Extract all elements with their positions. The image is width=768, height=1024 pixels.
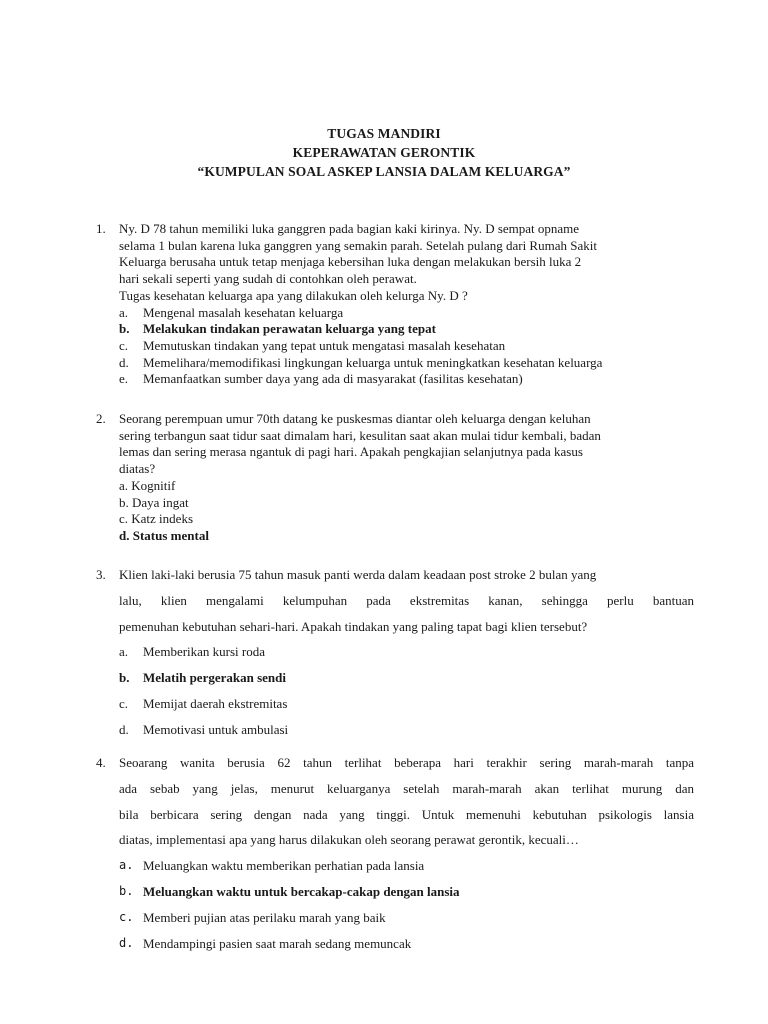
option-text: Melatih pergerakan sendi <box>143 670 286 686</box>
option-letter: a. <box>119 858 134 873</box>
question-number: 1. <box>96 221 106 236</box>
question-stem <box>119 562 694 639</box>
stem-line: Klien laki-laki berusia 75 tahun masuk panti werda dalam keadaan post stroke 2 bulan yang <box>119 567 597 582</box>
stem-line: hari sekali seperti yang sudah di contohkan oleh perawat. <box>119 271 417 287</box>
option-text: Memijat daerah ekstremitas <box>143 695 288 711</box>
document-title <box>0 124 768 181</box>
heading-quote-line: “KUMPULAN SOAL ASKEP LANSIA DALAM KELUARGA” <box>197 164 571 179</box>
option-letter: a. <box>119 644 129 660</box>
option-c <box>119 338 694 355</box>
stem-line: diatas? <box>119 461 156 477</box>
stem-line: lalu, klien mengalami kelumpuhan pada ekstremitas kanan, sehingga perlu bantuan <box>119 592 694 608</box>
option-d <box>119 931 694 957</box>
option-text: Memberikan kursi roda <box>143 644 266 660</box>
stem-line: Seoarang wanita berusia 62 tahun terlihat beberapa hari terakhir sering marah-marah tanpa <box>119 755 694 770</box>
option-letter: d. <box>119 721 129 737</box>
option-text: Memanfaatkan sumber daya yang ada di masyarakat (fasilitas kesehatan) <box>143 371 523 387</box>
option-b-answer <box>119 321 694 338</box>
option-text: Memotivasi untuk ambulasi <box>143 721 289 737</box>
stem-line: bila berbicara sering dengan nada yang tinggi. Untuk memenuhi kebutuhan psikologis lansia <box>119 806 694 822</box>
stem-line: Keluarga berusaha untuk tetap menjaga kebersihan luka dengan melakukan bersih luka 2 <box>119 254 582 270</box>
option-text: Memutuskan tindakan yang tepat untuk mengatasi masalah kesehatan <box>143 337 506 353</box>
option-c <box>119 691 694 717</box>
option-letter: c. <box>119 695 129 711</box>
subtitle-line: KEPERAWATAN GERONTIK <box>292 145 476 160</box>
question-body <box>119 411 694 545</box>
stem-line: Tugas kesehatan keluarga apa yang dilakukan oleh kelurga Ny. D ? <box>119 287 468 303</box>
stem-line: Ny. D 78 tahun memiliki luka ganggren pada bagian kaki kirinya. Ny. D sempat opname <box>119 221 580 236</box>
option-d <box>119 355 694 372</box>
question-stem <box>119 411 694 478</box>
question-stem <box>119 221 694 305</box>
option-c <box>119 905 694 931</box>
stem-line: diatas, implementasi apa yang harus dilakukan oleh seorang perawat gerontik, kecuali… <box>119 832 579 848</box>
question-number: 3. <box>96 567 106 582</box>
stem-line: selama 1 bulan karena luka ganggren yang semakin parah. Setelah pulang dari Rumah Sakit <box>119 237 597 253</box>
question-number: 2. <box>96 411 106 426</box>
option-d <box>119 717 694 743</box>
option-b-answer <box>119 879 694 905</box>
title-line: TUGAS MANDIRI <box>327 126 441 141</box>
stem-line: ada sebab yang jelas, menurut keluarganya setelah marah-marah akan terlihat murung dan <box>119 780 694 796</box>
option-text: Meluangkan waktu memberikan perhatian pada lansia <box>143 858 425 874</box>
option-a <box>119 853 694 879</box>
stem-line: pemenuhan kebutuhan sehari-hari. Apakah tindakan yang paling tapat bagi klien tersebut? <box>119 618 588 634</box>
option-a <box>119 639 694 665</box>
option-letter: b. <box>119 670 130 686</box>
option-letter: c. <box>119 909 134 924</box>
option-a <box>119 305 694 322</box>
option-text: Memberi pujian atas perilaku marah yang baik <box>143 909 386 925</box>
stem-line: lemas dan sering merasa ngantuk di pagi hari. Apakah pengkajian selanjutnya pada kasus <box>119 444 583 460</box>
option-a: a. Kognitif <box>119 477 176 493</box>
option-letter: e. <box>119 371 129 387</box>
question-number: 4. <box>96 755 106 770</box>
option-text: Mendampingi pasien saat marah sedang memuncak <box>143 935 412 951</box>
option-e <box>119 371 694 388</box>
option-text: Memelihara/memodifikasi lingkungan keluarga untuk meningkatkan kesehatan keluarga <box>143 354 603 370</box>
option-letter: d. <box>119 935 134 950</box>
question-body <box>119 562 694 743</box>
option-letter: b. <box>119 883 134 898</box>
option-b: b. Daya ingat <box>119 494 189 510</box>
question-body <box>119 221 694 388</box>
question-stem <box>119 750 694 853</box>
option-d-answer: d. Status mental <box>119 527 209 543</box>
option-text: Meluangkan waktu untuk bercakap-cakap dengan lansia <box>143 883 460 899</box>
option-letter: a. <box>119 304 129 320</box>
option-letter: c. <box>119 337 129 353</box>
stem-line: sering terbangun saat tidur saat dimalam hari, kesulitan saat akan mulai tidur kembali, badan <box>119 427 601 443</box>
question-body <box>119 750 694 956</box>
option-b-answer <box>119 665 694 691</box>
option-letter: d. <box>119 354 129 370</box>
stem-line: Seorang perempuan umur 70th datang ke puskesmas diantar oleh keluarga dengan keluhan <box>119 411 591 426</box>
option-c: c. Katz indeks <box>119 511 194 527</box>
option-text: Mengenal masalah kesehatan keluarga <box>143 304 344 320</box>
option-text: Melakukan tindakan perawatan keluarga yang tepat <box>143 321 436 337</box>
option-letter: b. <box>119 321 130 337</box>
